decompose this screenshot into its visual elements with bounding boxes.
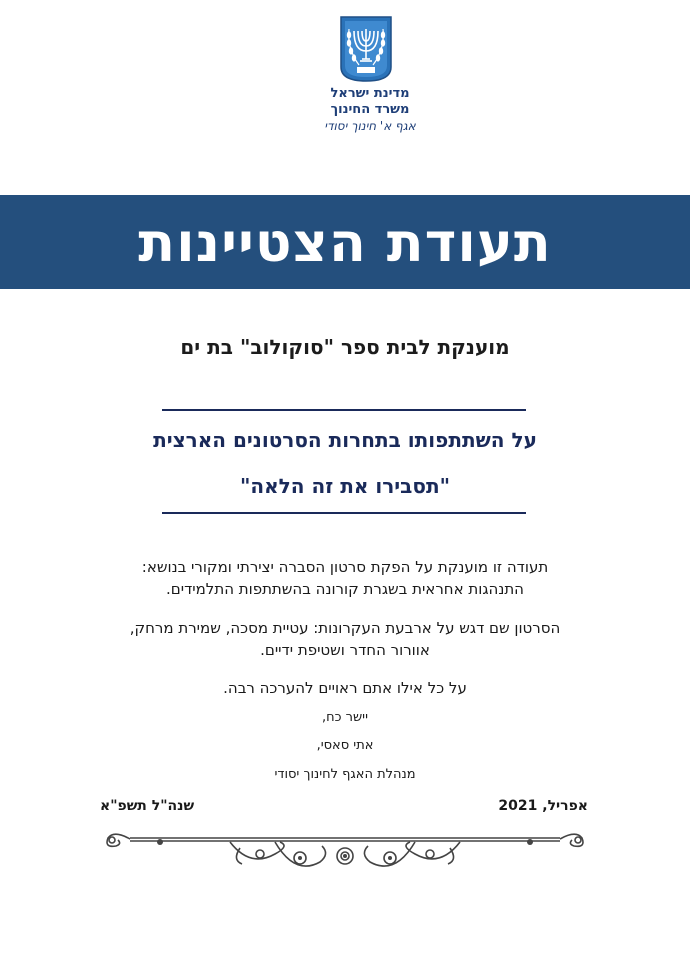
issue-date: אפריל, 2021 (498, 798, 588, 814)
divider-bottom (162, 512, 526, 514)
signer-title: מנהלת האגף לחינוך יסודי (274, 767, 416, 782)
title-banner (0, 195, 690, 289)
signer-name: אתי סאסי, (316, 738, 374, 753)
paragraph-3: על כל אילו אתם ראויים להערכה רבה. (223, 679, 467, 697)
paragraph-2 (100, 617, 590, 661)
hebrew-school-year: שנה"ל תשפ"א (100, 798, 195, 814)
paragraph-1-line-2: התנהגות אחראית בשגרת קורונה בהשתתפות התלמידים. (166, 580, 524, 598)
paragraph-1-line-1: תעודה זו מוענקת על הפקת סרטון הסברה יצירתי ומקורי בנושא: (141, 558, 549, 576)
ornament-divider-icon (100, 818, 590, 878)
paragraph-1 (100, 556, 590, 600)
closing-line: יישר כח, (322, 710, 368, 725)
paragraph-2-line-1: הסרטון שם דגש על ארבעת העקרונות: עטיית מסכה, שמירת מרחק, (129, 619, 561, 637)
state-emblem-icon (339, 15, 393, 83)
contest-name: "תסבירו את זה הלאה" (239, 474, 451, 498)
paragraph-2-line-2: אוורור החדר ושטיפת ידיים. (260, 641, 430, 659)
awarded-to-line: מוענקת לבית ספר "סוקולוב" בת ים (180, 335, 510, 359)
state-name: מדינת ישראל (330, 86, 410, 101)
divider-top (162, 409, 526, 411)
department-name: אגף א' חינוך יסודי (324, 119, 416, 133)
certificate-title: תעודת הצטיינות (138, 210, 552, 274)
ministry-block (270, 86, 470, 134)
ministry-name: משרד החינוך (330, 102, 410, 117)
contest-line: על השתתפותו בתחרות הסרטונים הארצית (153, 428, 537, 452)
